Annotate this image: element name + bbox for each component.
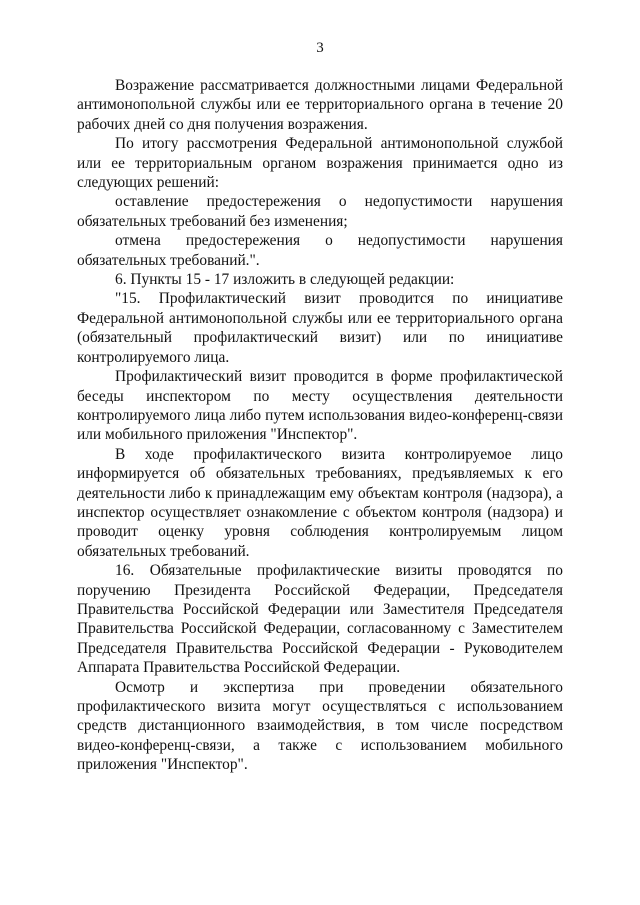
paragraph: оставление предостережения о недопустимости нарушения обязательных требований без изменения;: [77, 193, 563, 230]
paragraph: "15. Профилактический визит проводится по инициативе Федеральной антимонопольной службы или ее территориального органа (обязательный профилактический визит) или по инициативе контролируемого лица.: [77, 290, 563, 366]
document-body: [77, 76, 563, 775]
paragraph: По итогу рассмотрения Федеральной антимонопольной службой или ее территориальным органом возражения принимается одно из следующих решений:: [77, 135, 563, 192]
paragraph: 6. Пункты 15 - 17 изложить в следующей редакции:: [115, 271, 455, 289]
paragraph: отмена предостережения о недопустимости нарушения обязательных требований.".: [77, 232, 563, 269]
paragraph: В ходе профилактического визита контролируемое лицо информируется об обязательных требованиях, предъявляемых к его деятельности либо к принадлежащим ему объектам контроля (надзора), а инспектор осуществляет ознакомление с объектом контроля (надзора) и проводит оценку уровня соблюдения контролируемым лицом обязательных требований.: [77, 445, 563, 560]
page-number: 3: [316, 40, 324, 56]
paragraph: Осмотр и экспертиза при проведении обязательного профилактического визита могут осуществляться с использованием средств дистанционного взаимодействия, в том числе посредством видео-конференц-связи, а также с использованием мобильного приложения "Инспектор".: [77, 678, 563, 774]
paragraph: 16. Обязательные профилактические визиты проводятся по поручению Президента Российской Федерации, Председателя Правительства Российской Федерации или Заместителя Председателя Правительства Российской Федерации, согласованному с Заместителем Председателя Правительства Российской Федерации - Руководителем Аппарата Правительства Российской Федерации.: [77, 562, 563, 677]
paragraph: Возражение рассматривается должностными лицами Федеральной антимонопольной службы или ее территориального органа в течение 20 рабочих дней со дня получения возражения.: [77, 77, 563, 133]
paragraph: Профилактический визит проводится в форме профилактической беседы инспектором по месту осуществления деятельности контролируемого лица либо путем использования видео-конференц-связи или мобильного приложения "Инспектор".: [77, 368, 563, 444]
